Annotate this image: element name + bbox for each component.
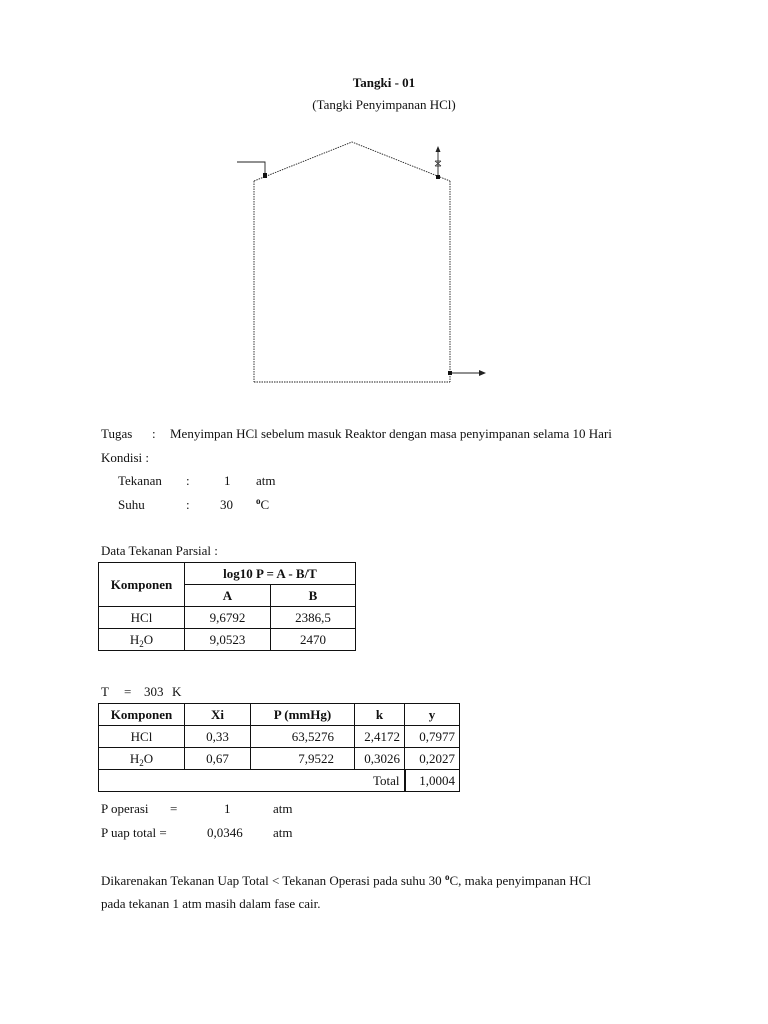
temperature-label: Suhu	[118, 497, 145, 512]
p-operasi-label: P operasi	[101, 801, 149, 816]
temperature-unit: $^o$C	[256, 496, 270, 512]
header-komponen: Komponen	[99, 704, 185, 726]
k-value: 2,4172	[355, 726, 405, 748]
header-y: y	[405, 704, 460, 726]
document-subtitle: (Tangki Penyimpanan HCl)	[312, 97, 456, 112]
tank-diagram	[228, 135, 498, 390]
value-b: 2386,5	[271, 607, 356, 629]
y-value: 0,2027	[405, 748, 460, 770]
temperature-value: 30	[220, 497, 233, 512]
table-row	[99, 748, 460, 770]
partial-table-caption: Data Tekanan Parsial :	[101, 543, 218, 558]
p-operasi-equals: =	[170, 801, 178, 816]
temperature-sep: :	[186, 497, 190, 512]
p-uap-label: P uap total =	[101, 825, 167, 840]
inlet-nozzle	[263, 173, 267, 178]
component-name: $H_2O$	[99, 629, 185, 651]
task-text: Menyimpan HCl sebelum masuk Reaktor dengan masa penyimpanan selama 10 Hari	[170, 426, 612, 441]
degree-mark: o	[256, 496, 261, 506]
tank-roof	[254, 142, 450, 181]
inlet-line	[237, 162, 265, 175]
y-value: 0,7977	[405, 726, 460, 748]
component-name: $H_2O$	[99, 748, 185, 770]
xi-value: 0,33	[185, 726, 251, 748]
degree-mark: o	[444, 872, 450, 882]
pressure-sep: :	[186, 473, 190, 488]
p-operasi-value: 1	[224, 801, 231, 816]
value-b: 2470	[271, 629, 356, 651]
conclusion-line-2: pada tekanan 1 atm masih dalam fase cair.	[101, 896, 321, 911]
pressure-unit: atm	[256, 473, 276, 488]
p-uap-value: 0,0346	[207, 825, 243, 840]
conditions-label: Kondisi :	[101, 450, 150, 465]
header-komponen: Komponen	[99, 563, 185, 607]
header-a: A	[185, 585, 271, 607]
component-name: HCl	[99, 726, 185, 748]
document-title: Tangki - 01	[352, 75, 416, 90]
conclusion-line-1: Dikarenakan Tekanan Uap Total < Tekanan Operasi pada suhu 30 $^o$C, maka penyimpanan HCl	[101, 872, 591, 888]
value-a: 9,6792	[185, 607, 271, 629]
header-b: B	[271, 585, 356, 607]
p-value: 63,5276	[251, 726, 355, 748]
total-value: 1,0004	[405, 770, 460, 792]
outlet-nozzle	[448, 371, 452, 375]
k-value: 0,3026	[355, 748, 405, 770]
header-equation: log10 P = A - B/T	[185, 563, 356, 585]
header-p: P (mmHg)	[251, 704, 355, 726]
table-row	[99, 607, 356, 629]
task-sep: :	[152, 426, 156, 441]
pressure-label: Tekanan	[118, 473, 162, 488]
temp-equals: =	[124, 684, 132, 699]
value-a: 9,0523	[185, 629, 271, 651]
table-row	[99, 629, 356, 651]
total-row	[99, 770, 460, 792]
total-label: Total	[99, 770, 405, 792]
task-label: Tugas	[101, 426, 133, 441]
header-k: k	[355, 704, 405, 726]
p-value: 7,9522	[251, 748, 355, 770]
temp-unit: K	[172, 684, 182, 699]
partial-pressure-table	[98, 562, 356, 651]
p-operasi-unit: atm	[273, 801, 293, 816]
xi-value: 0,67	[185, 748, 251, 770]
vapor-pressure-table	[98, 703, 460, 792]
outlet-arrow-icon	[479, 370, 486, 376]
component-name: HCl	[99, 607, 185, 629]
header-xi: Xi	[185, 704, 251, 726]
p-uap-unit: atm	[273, 825, 293, 840]
temp-symbol: T	[101, 684, 109, 699]
vent-arrow-icon	[436, 146, 441, 152]
pressure-value: 1	[224, 473, 231, 488]
vent-nozzle	[436, 175, 440, 179]
table-row	[99, 726, 460, 748]
temp-value: 303	[144, 684, 164, 699]
